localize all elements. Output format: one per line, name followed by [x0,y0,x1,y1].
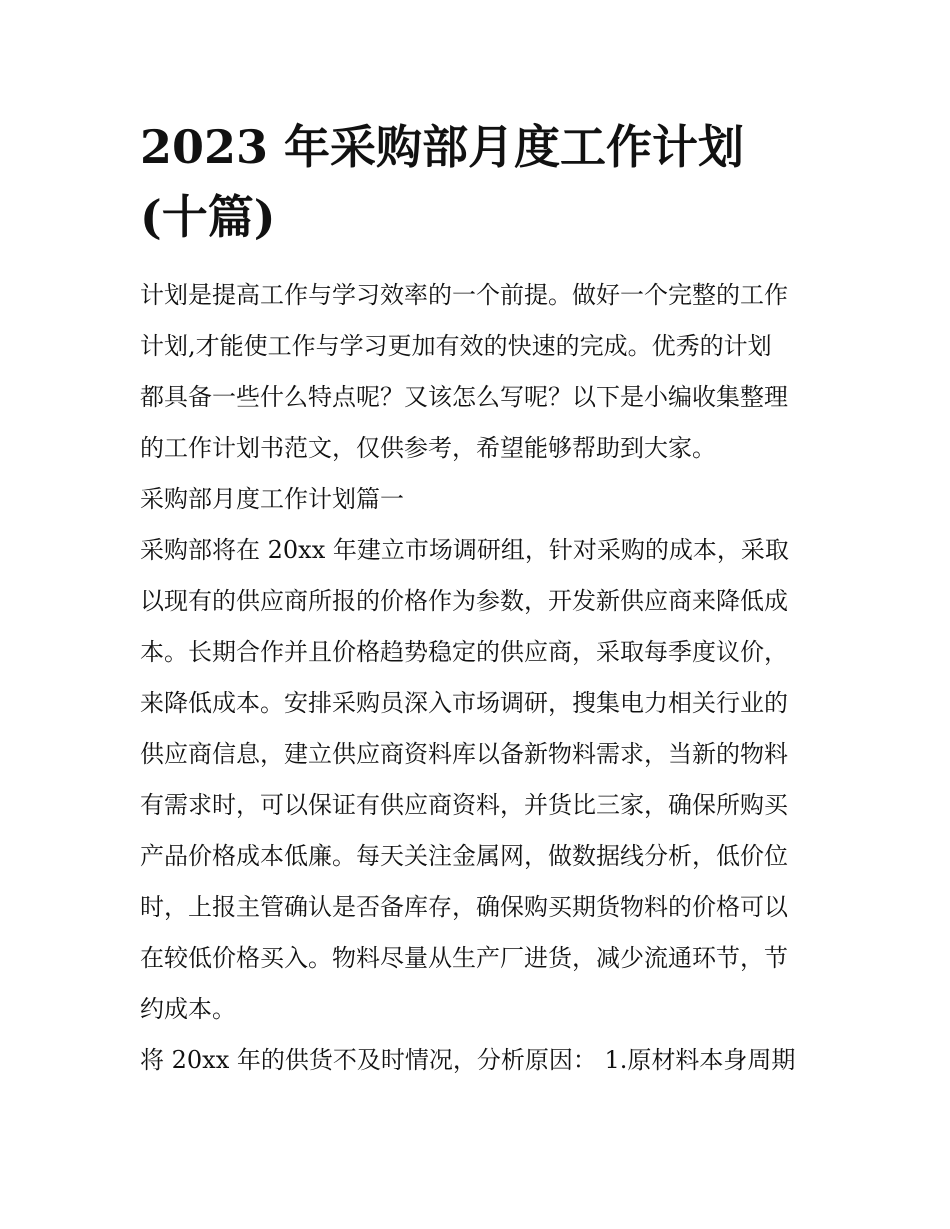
text-line: 采购部将在 20xx 年建立市场调研组，针对采购的成本，采取 [140,536,789,564]
text-line: 将 20xx 年的供货不及时情况，分析原因： 1.原材料本身周期 [140,1046,796,1074]
text-line: 供应商信息，建立供应商资料库以备新物料需求，当新的物料 [140,740,788,768]
text-line: 计划是提高工作与学习效率的一个前提。做好一个完整的工作 [140,281,788,309]
document-title [140,112,812,252]
text-line: 时，上报主管确认是否备库存，确保购买期货物料的价格可以 [140,893,788,921]
title-line: 2023 年采购部月度工作计划 [140,120,745,174]
section-heading: 采购部月度工作计划篇一 [140,485,404,513]
text-line: 以现有的供应商所报的价格作为参数，开发新供应商来降低成 [140,587,788,615]
text-line: 的工作计划书范文，仅供参考，希望能够帮助到大家。 [140,434,716,462]
body-paragraph-2 [140,1035,812,1086]
document-page [140,112,812,1086]
title-line: (十篇) [140,190,276,244]
text-line: 都具备一些什么特点呢？又该怎么写呢？以下是小编收集整理 [140,383,788,411]
text-line: 有需求时，可以保证有供应商资料，并货比三家，确保所购买 [140,791,788,819]
text-line: 产品价格成本低廉。每天关注金属网，做数据线分析，低价位 [140,842,788,870]
text-line: 来降低成本。安排采购员深入市场调研，搜集电力相关行业的 [140,689,788,717]
text-line: 约成本。 [140,995,236,1023]
intro-paragraph [140,270,812,474]
text-line: 在较低价格买入。物料尽量从生产厂进货，减少流通环节，节 [140,944,788,972]
body-paragraph-1 [140,525,812,1035]
text-line: 本。长期合作并且价格趋势稳定的供应商，采取每季度议价， [140,638,788,666]
text-line: 计划,才能使工作与学习更加有效的快速的完成。优秀的计划 [140,332,772,360]
